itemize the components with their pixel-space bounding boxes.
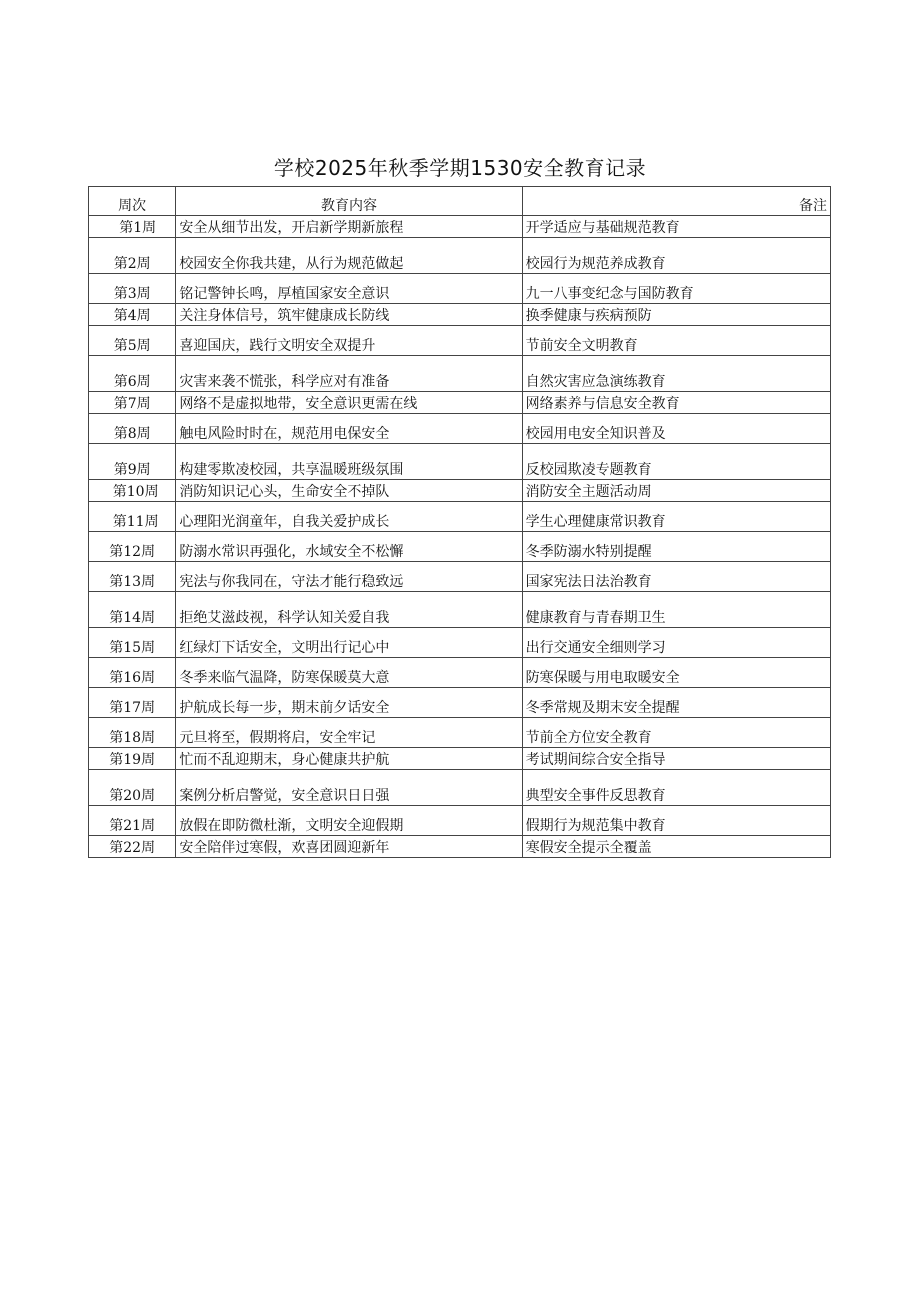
content-cell: 铭记警钟长鸣，厚植国家安全意识 [176,274,522,304]
note-cell: 冬季常规及期末安全提醒 [522,688,830,718]
week-cell: 第15周 [89,628,176,658]
table-body [89,216,831,858]
week-cell: 第22周 [89,836,176,858]
table-row [89,444,831,480]
table-row [89,480,831,502]
week-cell: 第2周 [89,238,176,274]
note-cell: 考试期间综合安全指导 [522,748,830,770]
table-row [89,414,831,444]
content-cell: 放假在即防微杜渐，文明安全迎假期 [176,806,522,836]
table-row [89,562,831,592]
content-cell: 校园安全你我共建，从行为规范做起 [176,238,522,274]
note-cell: 换季健康与疾病预防 [522,304,830,326]
header-content: 教育内容 [176,187,522,216]
content-cell: 喜迎国庆，践行文明安全双提升 [176,326,522,356]
week-cell: 第21周 [89,806,176,836]
note-cell: 校园行为规范养成教育 [522,238,830,274]
table-row [89,304,831,326]
note-cell: 网络素养与信息安全教育 [522,392,830,414]
table-row [89,392,831,414]
note-cell: 节前全方位安全教育 [522,718,830,748]
note-cell: 校园用电安全知识普及 [522,414,830,444]
content-cell: 消防知识记心头，生命安全不掉队 [176,480,522,502]
table-header-row [89,187,831,216]
week-cell: 第5周 [89,326,176,356]
content-cell: 红绿灯下话安全，文明出行记心中 [176,628,522,658]
content-cell: 冬季来临气温降，防寒保暖莫大意 [176,658,522,688]
table-row [89,502,831,532]
table-row [89,532,831,562]
note-cell: 冬季防溺水特别提醒 [522,532,830,562]
content-cell: 触电风险时时在，规范用电保安全 [176,414,522,444]
table-row [89,216,831,238]
table-row [89,770,831,806]
note-cell: 健康教育与青春期卫生 [522,592,830,628]
week-cell: 第17周 [89,688,176,718]
note-cell: 开学适应与基础规范教育 [522,216,830,238]
week-cell: 第11周 [89,502,176,532]
week-cell: 第19周 [89,748,176,770]
note-cell: 防寒保暖与用电取暖安全 [522,658,830,688]
content-cell: 护航成长每一步，期末前夕话安全 [176,688,522,718]
content-cell: 案例分析启警觉，安全意识日日强 [176,770,522,806]
table-row [89,326,831,356]
week-cell: 第6周 [89,356,176,392]
content-cell: 灾害来袭不慌张，科学应对有准备 [176,356,522,392]
week-cell: 第18周 [89,718,176,748]
note-cell: 自然灾害应急演练教育 [522,356,830,392]
note-cell: 寒假安全提示全覆盖 [522,836,830,858]
note-cell: 假期行为规范集中教育 [522,806,830,836]
week-cell: 第10周 [89,480,176,502]
note-cell: 出行交通安全细则学习 [522,628,830,658]
content-cell: 拒绝艾滋歧视，科学认知关爱自我 [176,592,522,628]
note-cell: 学生心理健康常识教育 [522,502,830,532]
table-row [89,806,831,836]
week-cell: 第13周 [89,562,176,592]
table-row [89,836,831,858]
table-row [89,688,831,718]
document-title: 学校2025年秋季学期1530安全教育记录 [273,156,647,180]
content-cell: 构建零欺凌校园，共享温暖班级氛围 [176,444,522,480]
note-cell: 消防安全主题活动周 [522,480,830,502]
content-cell: 忙而不乱迎期末，身心健康共护航 [176,748,522,770]
table-row [89,356,831,392]
content-cell: 网络不是虚拟地带，安全意识更需在线 [176,392,522,414]
week-cell: 第9周 [89,444,176,480]
header-note: 备注 [522,187,830,216]
content-cell: 心理阳光润童年，自我关爱护成长 [176,502,522,532]
content-cell: 安全陪伴过寒假，欢喜团圆迎新年 [176,836,522,858]
note-cell: 典型安全事件反思教育 [522,770,830,806]
week-cell: 第20周 [89,770,176,806]
content-cell: 元旦将至，假期将启，安全牢记 [176,718,522,748]
week-cell: 第1周 [89,216,176,238]
content-cell: 防溺水常识再强化，水域安全不松懈 [176,532,522,562]
content-cell: 关注身体信号，筑牢健康成长防线 [176,304,522,326]
week-cell: 第3周 [89,274,176,304]
safety-education-table [88,186,831,858]
week-cell: 第4周 [89,304,176,326]
note-cell: 反校园欺凌专题教育 [522,444,830,480]
table-row [89,274,831,304]
week-cell: 第16周 [89,658,176,688]
table-row [89,238,831,274]
week-cell: 第14周 [89,592,176,628]
note-cell: 节前安全文明教育 [522,326,830,356]
table-row [89,628,831,658]
note-cell: 九一八事变纪念与国防教育 [522,274,830,304]
table-row [89,748,831,770]
week-cell: 第7周 [89,392,176,414]
week-cell: 第8周 [89,414,176,444]
content-cell: 宪法与你我同在，守法才能行稳致远 [176,562,522,592]
table-row [89,592,831,628]
table-row [89,658,831,688]
week-cell: 第12周 [89,532,176,562]
header-week: 周次 [89,187,176,216]
table-row [89,718,831,748]
content-cell: 安全从细节出发，开启新学期新旅程 [176,216,522,238]
note-cell: 国家宪法日法治教育 [522,562,830,592]
